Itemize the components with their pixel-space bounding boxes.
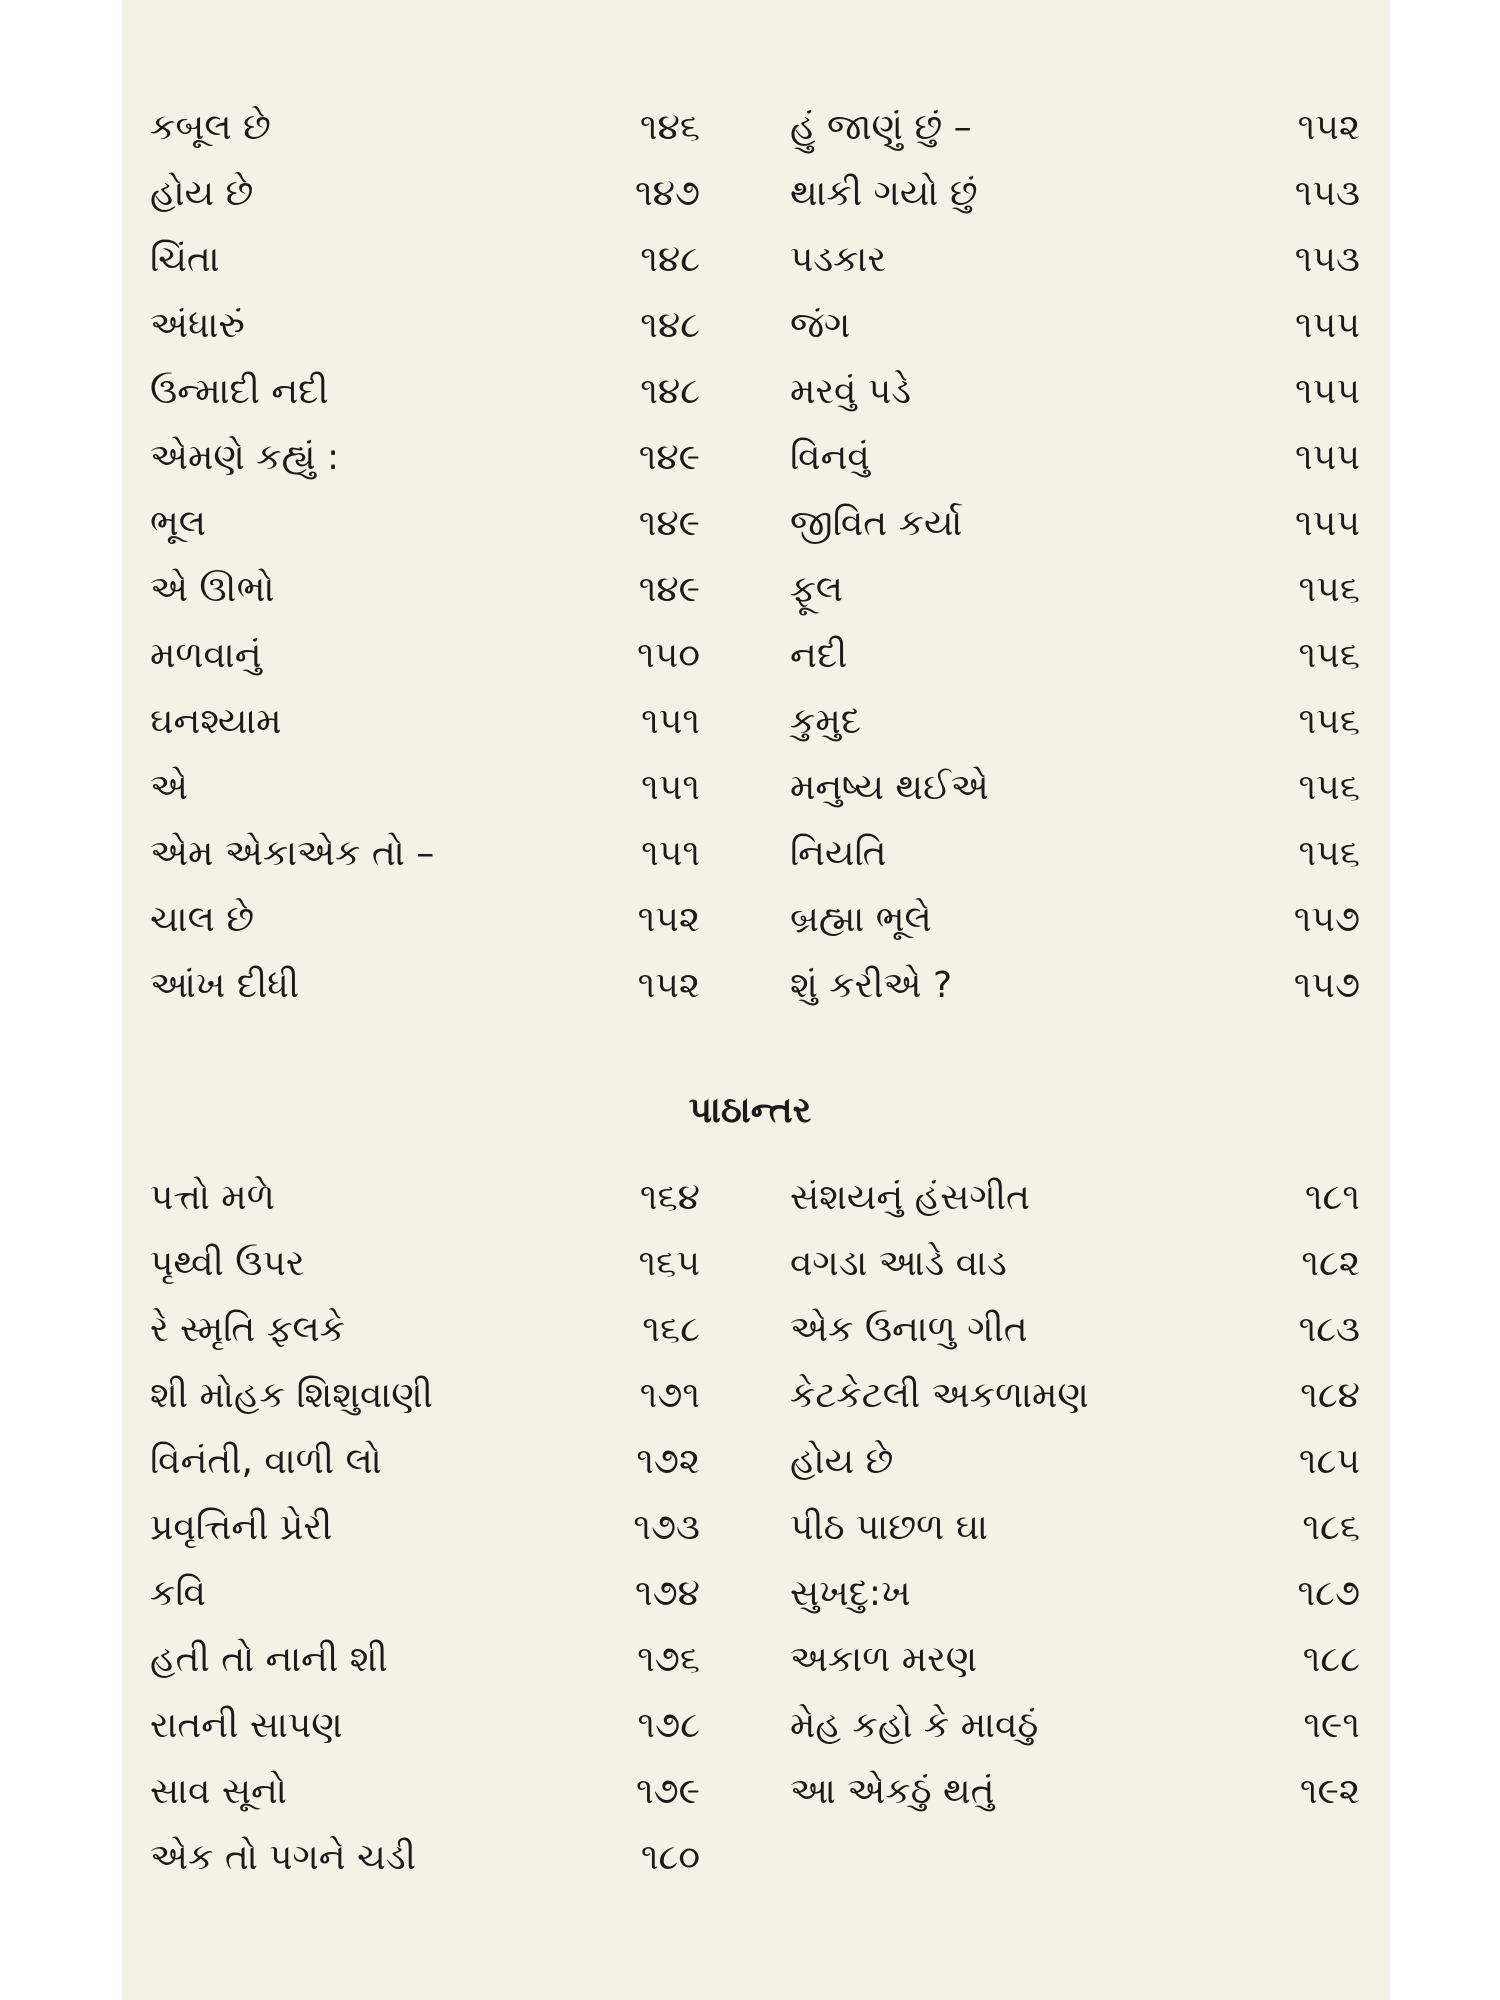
toc-row bbox=[150, 1165, 1360, 1231]
entry-page-right: ૧૫૫ bbox=[1295, 503, 1360, 544]
entry-page-left: ૧૪૮ bbox=[640, 239, 700, 280]
entry-title-right: પીઠ પાછળ ઘા bbox=[790, 1507, 988, 1548]
entry-title-left: શી મોહક શિશુવાણી bbox=[150, 1375, 433, 1416]
entry-page-right: ૧૫૫ bbox=[1295, 305, 1360, 346]
entry-title-left: સાવ સૂનો bbox=[150, 1771, 287, 1812]
entry-page-right: ૧૯૧ bbox=[1303, 1705, 1360, 1746]
toc-row bbox=[150, 887, 1360, 953]
entry-title-left: મળવાનું bbox=[150, 635, 262, 676]
toc-row bbox=[150, 623, 1360, 689]
entry-page-left: ૧૫૨ bbox=[637, 899, 700, 940]
entry-title-right: વગડા આડે વાડ bbox=[790, 1243, 1007, 1284]
entry-page-right: ૧૫૩ bbox=[1294, 239, 1360, 280]
entry-page-right: ૧૫૬ bbox=[1298, 767, 1360, 808]
entry-page-left: ૧૫૨ bbox=[637, 965, 700, 1006]
entry-title-right: હું જાણું છું – bbox=[790, 107, 972, 148]
entry-page-left: ૧૫૧ bbox=[641, 833, 700, 874]
entry-page-right: ૧૫૬ bbox=[1298, 635, 1360, 676]
contents-list-main bbox=[150, 95, 1360, 1019]
entry-title-right: મરવું પડે bbox=[790, 371, 912, 412]
entry-title-right: નદી bbox=[790, 635, 848, 676]
entry-title-left: ચાલ છે bbox=[150, 899, 255, 940]
entry-page-right: ૧૮૩ bbox=[1298, 1309, 1360, 1350]
entry-title-left: એ bbox=[150, 767, 188, 808]
entry-page-right: ૧૫૬ bbox=[1298, 833, 1360, 874]
entry-page-left: ૧૭૬ bbox=[637, 1639, 700, 1680]
entry-page-right: ૧૫૬ bbox=[1298, 701, 1360, 742]
entry-page-right: ૧૮૫ bbox=[1298, 1441, 1360, 1482]
entry-title-right: શું કરીએ ? bbox=[790, 965, 953, 1006]
toc-row bbox=[150, 1693, 1360, 1759]
entry-page-left: ૧૪૯ bbox=[638, 569, 700, 610]
toc-row bbox=[150, 557, 1360, 623]
toc-row bbox=[150, 95, 1360, 161]
entry-title-right: કેટકેટલી અકળામણ bbox=[790, 1375, 1089, 1416]
entry-page-left: ૧૪૬ bbox=[639, 107, 700, 148]
entry-title-right: આ એકઠું થતું bbox=[790, 1771, 995, 1812]
entry-page-left: ૧૭૧ bbox=[639, 1375, 700, 1416]
entry-page-left: ૧૬૫ bbox=[638, 1243, 700, 1284]
entry-page-right: ૧૫૫ bbox=[1295, 437, 1360, 478]
entry-page-left: ૧૮૦ bbox=[640, 1837, 700, 1878]
entry-title-left: પૃથ્વી ઉપર bbox=[150, 1243, 305, 1284]
contents-list-variants bbox=[150, 1165, 1360, 1891]
toc-row bbox=[150, 359, 1360, 425]
entry-title-left: રાતની સાપણ bbox=[150, 1705, 343, 1746]
entry-page-left: ૧૫૦ bbox=[637, 635, 700, 676]
entry-title-left: એમણે કહ્યું : bbox=[150, 437, 340, 478]
entry-title-right: પડકાર bbox=[790, 239, 886, 280]
entry-title-left: ઘનશ્યામ bbox=[150, 701, 282, 742]
entry-title-left: એ ઊભો bbox=[150, 569, 275, 610]
entry-title-right: બ્રહ્મા ભૂલે bbox=[790, 899, 932, 940]
toc-row bbox=[150, 491, 1360, 557]
entry-page-left: ૧૪૯ bbox=[638, 437, 700, 478]
entry-title-right: જીવિત કર્યા bbox=[790, 503, 963, 544]
entry-title-right: સંશયનું હંસગીત bbox=[790, 1177, 1030, 1218]
entry-title-left: ચિંતા bbox=[150, 239, 220, 280]
entry-page-left: ૧૪૭ bbox=[635, 173, 700, 214]
entry-page-right: ૧૮૬ bbox=[1302, 1507, 1360, 1548]
entry-page-left: ૧૭૪ bbox=[635, 1573, 700, 1614]
entry-title-left: પ્રવૃત્તિની પ્રેરી bbox=[150, 1507, 333, 1548]
entry-page-left: ૧૪૮ bbox=[640, 305, 700, 346]
section-heading: પાઠાન્તર bbox=[688, 1090, 812, 1131]
entry-page-right: ૧૯૨ bbox=[1299, 1771, 1360, 1812]
entry-title-left: આંખ દીધી bbox=[150, 965, 300, 1006]
entry-title-left: હતી તો નાની શી bbox=[150, 1639, 388, 1680]
toc-row bbox=[150, 227, 1360, 293]
entry-page-right: ૧૮૨ bbox=[1301, 1243, 1360, 1284]
entry-title-right: મેહ કહો કે માવઠું bbox=[790, 1705, 1039, 1746]
toc-row bbox=[150, 1429, 1360, 1495]
entry-page-left: ૧૫૧ bbox=[641, 767, 700, 808]
entry-page-left: ૧૪૮ bbox=[640, 371, 700, 412]
entry-page-right: ૧૫૨ bbox=[1297, 107, 1360, 148]
entry-page-left: ૧૭૮ bbox=[637, 1705, 700, 1746]
entry-title-right: નિયતિ bbox=[790, 833, 887, 874]
entry-page-left: ૧૬૮ bbox=[642, 1309, 700, 1350]
entry-title-left: એમ એકાએક તો – bbox=[150, 833, 435, 874]
entry-page-left: ૧૭૯ bbox=[636, 1771, 700, 1812]
entry-title-left: વિનંતી, વાળી લો bbox=[150, 1441, 382, 1482]
entry-page-right: ૧૮૮ bbox=[1302, 1639, 1360, 1680]
entry-page-left: ૧૫૧ bbox=[641, 701, 700, 742]
entry-page-right: ૧૫૫ bbox=[1295, 371, 1360, 412]
toc-row bbox=[150, 293, 1360, 359]
entry-title-right: અકાળ મરણ bbox=[790, 1639, 978, 1680]
entry-title-left: હોય છે bbox=[150, 173, 254, 214]
entry-page-left: ૧૭૨ bbox=[636, 1441, 700, 1482]
toc-row bbox=[150, 689, 1360, 755]
entry-page-left: ૧૭૩ bbox=[633, 1507, 700, 1548]
entry-title-left: એક તો પગને ચડી bbox=[150, 1837, 416, 1878]
toc-row bbox=[150, 1363, 1360, 1429]
entry-page-right: ૧૫૬ bbox=[1298, 569, 1360, 610]
entry-page-right: ૧૮૪ bbox=[1300, 1375, 1360, 1416]
toc-row bbox=[150, 1561, 1360, 1627]
toc-row bbox=[150, 1297, 1360, 1363]
entry-page-left: ૧૬૪ bbox=[639, 1177, 700, 1218]
entry-page-right: ૧૫૭ bbox=[1293, 899, 1360, 940]
toc-row bbox=[150, 1825, 1360, 1891]
toc-row bbox=[150, 821, 1360, 887]
toc-row bbox=[150, 1231, 1360, 1297]
entry-title-right: જંગ bbox=[790, 305, 851, 346]
entry-title-left: પત્તો મળે bbox=[150, 1177, 275, 1218]
entry-title-left: ભૂલ bbox=[150, 503, 207, 544]
entry-title-left: રે સ્મૃતિ ફલકે bbox=[150, 1309, 346, 1350]
toc-row bbox=[150, 161, 1360, 227]
entry-title-left: અંધારું bbox=[150, 305, 245, 346]
entry-title-right: એક ઉનાળુ ગીત bbox=[790, 1309, 1028, 1350]
entry-title-right: વિનવું bbox=[790, 437, 870, 478]
entry-page-right: ૧૮૧ bbox=[1304, 1177, 1360, 1218]
entry-title-right: સુખદુ:ખ bbox=[790, 1573, 911, 1614]
toc-row bbox=[150, 1627, 1360, 1693]
entry-title-left: ઉન્માદી નદી bbox=[150, 371, 329, 412]
entry-page-right: ૧૮૭ bbox=[1297, 1573, 1360, 1614]
entry-page-right: ૧૫૭ bbox=[1293, 965, 1360, 1006]
entry-title-right: હોય છે bbox=[790, 1441, 894, 1482]
entry-title-left: કબૂલ છે bbox=[150, 107, 271, 148]
entry-title-right: મનુષ્ય થઈએ bbox=[790, 767, 989, 808]
entry-page-right: ૧૫૩ bbox=[1294, 173, 1360, 214]
entry-page-left: ૧૪૯ bbox=[638, 503, 700, 544]
toc-row bbox=[150, 425, 1360, 491]
toc-row bbox=[150, 953, 1360, 1019]
entry-title-right: થાકી ગયો છું bbox=[790, 173, 978, 214]
toc-row bbox=[150, 1495, 1360, 1561]
entry-title-right: કુમુદ bbox=[790, 701, 861, 742]
entry-title-right: ફૂલ bbox=[790, 569, 843, 610]
toc-row bbox=[150, 755, 1360, 821]
entry-title-left: કવિ bbox=[150, 1573, 206, 1614]
toc-row bbox=[150, 1759, 1360, 1825]
